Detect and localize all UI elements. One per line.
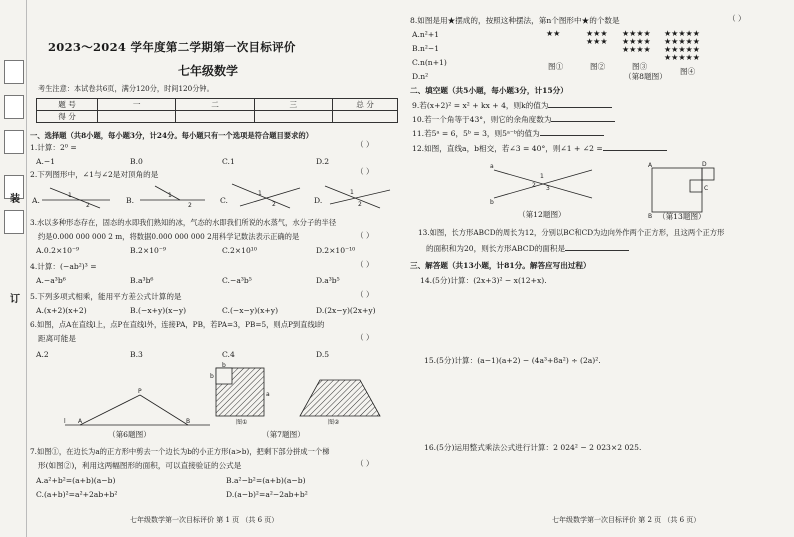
- score-input-cell[interactable]: [98, 111, 176, 123]
- q7-option-b[interactable]: B.a²−b²=(a+b)(a−b): [226, 476, 306, 485]
- score-cell: 三: [254, 99, 332, 111]
- q6-answer-bracket[interactable]: （ ）: [356, 333, 374, 342]
- score-table: [36, 98, 398, 123]
- q1-stem: 1.计算：2⁰ =: [30, 143, 77, 152]
- score-cell: 得 分: [37, 111, 98, 123]
- q7-option-d[interactable]: D.(a−b)²=a²−2ab+b²: [226, 490, 308, 499]
- q2-option-a[interactable]: A.: [32, 196, 40, 205]
- score-cell: 总 分: [333, 99, 398, 111]
- q8-option-a[interactable]: A.n²+1: [412, 30, 440, 39]
- q2-option-d[interactable]: D.: [314, 196, 323, 205]
- exam-subject: 七年级数学: [178, 64, 239, 78]
- q3-stem-cont: 约是0.000 000 000 2 m，将数据0.000 000 000 2用科学记数法表示正确的是: [38, 232, 300, 241]
- svg-text:2: 2: [86, 202, 90, 209]
- q2-stem: 2.下列图形中，∠1与∠2是对顶角的是: [30, 170, 159, 179]
- svg-text:a: a: [266, 391, 270, 398]
- q3-option-c[interactable]: C.2×10¹⁰: [222, 246, 257, 255]
- exam-title: 2023～2024 学年度第二学期第一次目标评价: [48, 40, 296, 54]
- svg-text:1: 1: [540, 173, 544, 180]
- figure-13-caption: （第13题图）: [658, 212, 706, 221]
- q6-option-a[interactable]: A.2: [36, 350, 49, 359]
- svg-text:l: l: [64, 418, 66, 425]
- q1-option-b[interactable]: B.0: [130, 157, 143, 166]
- q7-stem-cont: 形(如图②)，利用这两幅图形的面积，可以直接验证的公式是: [38, 461, 242, 470]
- score-table-header-row: [37, 99, 398, 111]
- q8-fig-label-4: 图④: [680, 67, 696, 76]
- svg-text:b: b: [210, 373, 214, 380]
- score-input-cell[interactable]: [333, 111, 398, 123]
- figure-7-trapezoid: [300, 380, 380, 416]
- q11-answer-blank[interactable]: [540, 128, 604, 136]
- score-input-cell[interactable]: [176, 111, 254, 123]
- footer-right: 七年级数学第一次目标评价 第 2 页 （共 6 页）: [552, 516, 701, 524]
- q8-fig-label-3: 图③: [632, 62, 648, 71]
- q8-answer-bracket[interactable]: （ ）: [728, 14, 746, 23]
- section2-heading: 二、填空题（共5小题，每小题3分，计15分）: [410, 86, 568, 95]
- svg-text:1: 1: [168, 192, 172, 199]
- svg-text:3: 3: [546, 185, 550, 192]
- q2-figure-a-line: [50, 188, 100, 208]
- svg-text:1: 1: [350, 189, 354, 196]
- figure-7-label-1: 图①: [236, 419, 248, 426]
- svg-text:2: 2: [358, 201, 362, 208]
- q12-stem: 12.如图，直线a，b相交，若∠3 = 40°，则∠1 + ∠2 =: [412, 143, 667, 153]
- q3-option-a[interactable]: A.0.2×10⁻⁹: [36, 246, 80, 255]
- svg-text:2: 2: [188, 202, 192, 209]
- q5-option-c[interactable]: C.(−x−y)(x+y): [222, 306, 279, 315]
- score-input-cell[interactable]: [254, 111, 332, 123]
- left-page: [30, 0, 402, 537]
- figure-7-label-2: 图②: [328, 419, 340, 426]
- svg-text:a: a: [490, 163, 494, 170]
- q4-option-b[interactable]: B.a³b⁶: [130, 276, 154, 285]
- svg-text:b: b: [490, 199, 494, 206]
- q7-stem: 7.如图①，在边长为a的正方形中剪去一个边长为b的小正方形(a>b)，把剩下部分拼成一个梯: [30, 447, 330, 456]
- q10-answer-blank[interactable]: [551, 114, 615, 122]
- q8-figure-caption: （第8题图）: [624, 72, 667, 81]
- q2-answer-bracket[interactable]: （ ）: [356, 167, 374, 176]
- q8-fig-label-2: 图②: [590, 62, 606, 71]
- q12-answer-blank[interactable]: [603, 143, 667, 151]
- q15-stem: 15.(5分)计算：(a−1)(a+2) − (4a³+8a²) ÷ (2a)².: [424, 356, 601, 365]
- q2-option-b[interactable]: B.: [126, 196, 134, 205]
- q4-option-a[interactable]: A.−a³b⁶: [36, 276, 66, 285]
- q11-stem: 11.若5ᵃ = 6，5ᵇ = 3，则5ᵃ⁻ᵇ的值为: [412, 128, 604, 138]
- q6-option-d[interactable]: D.5: [316, 350, 330, 359]
- q7-answer-bracket[interactable]: （ ）: [356, 459, 374, 468]
- q8-star-figure-2: ★★★ ★★★: [586, 29, 608, 46]
- svg-text:b: b: [222, 362, 226, 369]
- q8-star-figure-3: ★★★★ ★★★★ ★★★★: [622, 29, 651, 54]
- svg-text:A: A: [648, 162, 653, 169]
- q8-option-b[interactable]: B.n²−1: [412, 44, 440, 53]
- figure-7-cut-square: [216, 368, 232, 384]
- figure-12-caption: （第12题图）: [518, 210, 566, 219]
- figure-12: [488, 160, 598, 208]
- score-table-score-row: [37, 111, 398, 123]
- margin-label-zhuang: 装: [10, 194, 20, 205]
- q8-stem: 8.如图是用★摆成的，按照这种摆法，第n个图形中★的个数是: [410, 16, 620, 25]
- q2-option-c[interactable]: C.: [220, 196, 228, 205]
- svg-text:B: B: [648, 213, 653, 220]
- q3-option-b[interactable]: B.2×10⁻⁹: [130, 246, 166, 255]
- margin-box: [4, 60, 24, 84]
- q1-option-d[interactable]: D.2: [316, 157, 330, 166]
- margin-box: [4, 130, 24, 154]
- q2-angle-figures: [40, 180, 400, 210]
- svg-text:P: P: [138, 388, 142, 395]
- q4-answer-bracket[interactable]: （ ）: [356, 260, 374, 269]
- q4-stem: 4.计算：(−ab²)³ =: [30, 262, 97, 271]
- q14-stem: 14.(5分)计算：(2x+3)² − x(12+x).: [420, 276, 547, 285]
- q8-option-c[interactable]: C.n(n+1): [412, 58, 447, 67]
- margin-label-ding: 订: [10, 294, 20, 305]
- svg-text:1: 1: [68, 192, 72, 199]
- figure-7: [210, 362, 390, 424]
- q6-stem-cont: 距离可能是: [38, 334, 76, 343]
- q13-answer-blank[interactable]: [565, 243, 629, 251]
- q16-stem: 16.(5分)运用整式乘法公式进行计算：2 024² − 2 023×2 025.: [424, 443, 642, 452]
- figure-7-caption: （第7题图）: [262, 430, 305, 439]
- svg-text:A: A: [78, 418, 83, 425]
- q1-option-a[interactable]: A.−1: [36, 157, 56, 166]
- binding-margin: [0, 0, 27, 537]
- q5-option-a[interactable]: A.(x+2)(x+2): [36, 306, 87, 315]
- svg-text:B: B: [186, 418, 191, 425]
- q5-answer-bracket[interactable]: （ ）: [356, 290, 374, 299]
- q5-option-d[interactable]: D.(2x−y)(2x+y): [316, 306, 376, 315]
- q6-stem: 6.如图，点A在直线l上，点P在直线l外，连接PA，PB，若PA=3，PB=5，则点P到直线l的: [30, 320, 325, 329]
- margin-box: [4, 210, 24, 234]
- q8-star-figure-4: ★★★★★ ★★★★★ ★★★★★ ★★★★★: [664, 29, 700, 62]
- q8-fig-label-1: 图①: [548, 62, 564, 71]
- exam-note: 考生注意：本试卷共6页，满分120分，时间120分钟。: [38, 84, 214, 93]
- score-cell: 题 号: [37, 99, 98, 111]
- q3-answer-bracket[interactable]: （ ）: [356, 231, 374, 240]
- q7-option-a[interactable]: A.a²+b²=(a+b)(a−b): [36, 476, 116, 485]
- q9-stem: 9.若(x+2)² = x² + kx + 4，则k的值为: [412, 100, 612, 110]
- svg-text:2: 2: [532, 182, 536, 189]
- footer-left: 七年级数学第一次目标评价 第 1 页 （共 6 页）: [130, 516, 279, 524]
- q1-answer-bracket[interactable]: （ ）: [356, 140, 374, 149]
- q13-stem-cont: 的面积和为20，则长方形ABCD的面积是: [426, 243, 629, 253]
- q3-stem: 3.水以多种形态存在，固态的水即我们熟知的冰，气态的水即我们所说的水蒸气，水分子的半径: [30, 218, 337, 227]
- right-page: [410, 0, 790, 537]
- figure-6: [60, 385, 210, 430]
- q8-option-d[interactable]: D.n²: [412, 72, 429, 81]
- q6-option-b[interactable]: B.3: [130, 350, 143, 359]
- q5-option-b[interactable]: B.(−x+y)(x−y): [130, 306, 187, 315]
- section1-heading: 一、选择题（共8小题，每小题3分，计24分。每小题只有一个选项是符合题目要求的）: [30, 131, 313, 140]
- q4-option-c[interactable]: C.−a³b⁵: [222, 276, 252, 285]
- q9-answer-blank[interactable]: [548, 100, 612, 108]
- q8-star-figure-1: ★★: [546, 29, 561, 38]
- q1-option-c[interactable]: C.1: [222, 157, 235, 166]
- q5-stem: 5.下列多项式相乘，能用平方差公式计算的是: [30, 292, 182, 301]
- svg-text:D: D: [702, 161, 707, 168]
- svg-text:2: 2: [272, 201, 276, 208]
- figure-6-caption: （第6题图）: [108, 430, 151, 439]
- q7-option-c[interactable]: C.(a+b)²=a²+2ab+b²: [36, 490, 118, 499]
- q10-stem: 10.若一个角等于43°，则它的余角度数为: [412, 114, 615, 124]
- q3-option-d[interactable]: D.2×10⁻¹⁰: [316, 246, 356, 255]
- q4-option-d[interactable]: D.a³b⁵: [316, 276, 340, 285]
- score-cell: 一: [98, 99, 176, 111]
- q13-stem: 13.如图，长方形ABCD的周长为12，分别以BC和CD为边向外作两个正方形，且这两个正方形: [418, 228, 725, 237]
- q6-option-c[interactable]: C.4: [222, 350, 235, 359]
- svg-text:C: C: [704, 185, 709, 192]
- score-cell: 二: [176, 99, 254, 111]
- section3-heading: 三、解答题（共13小题，计81分。解答应写出过程）: [410, 261, 591, 270]
- margin-box: [4, 95, 24, 119]
- svg-text:1: 1: [258, 190, 262, 197]
